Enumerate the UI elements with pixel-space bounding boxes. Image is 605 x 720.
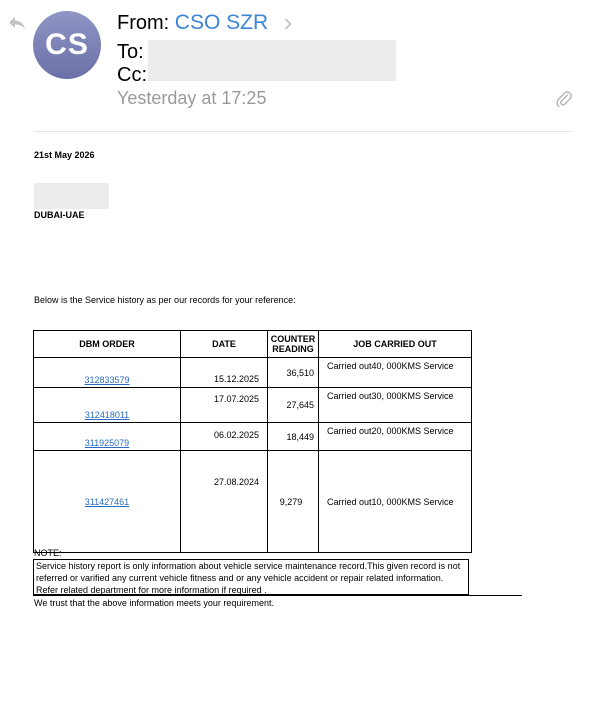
- order-cell: [34, 451, 181, 553]
- chevron-right-icon[interactable]: [284, 18, 292, 30]
- job-cell: Carried out40, 000KMS Service: [319, 358, 472, 388]
- order-cell: [34, 423, 181, 451]
- date-cell: 17.07.2025: [181, 388, 268, 423]
- order-cell: [34, 388, 181, 423]
- order-link[interactable]: 312418011: [84, 410, 130, 420]
- closing-text: We trust that the above information meets your requirement.: [34, 598, 274, 608]
- table-row: [34, 358, 472, 388]
- header-counter-reading: COUNTER READING: [268, 331, 319, 358]
- header-job-carried-out: JOB CARRIED OUT: [319, 331, 472, 358]
- note-label: NOTE:: [34, 548, 62, 558]
- letter-date: 21st May 2026: [34, 150, 95, 160]
- reply-icon[interactable]: [8, 16, 26, 30]
- date-cell: 15.12.2025: [181, 358, 268, 388]
- order-cell: [34, 358, 181, 388]
- date-cell: 27.08.2024: [181, 451, 268, 553]
- from-line: [117, 11, 292, 35]
- cc-label: Cc:: [117, 64, 147, 86]
- to-label: To:: [117, 41, 144, 63]
- table-header-row: [34, 331, 472, 358]
- table-row: [34, 388, 472, 423]
- order-link[interactable]: 311925079: [84, 438, 130, 448]
- note-divider: [33, 595, 522, 596]
- cc-line: [117, 64, 147, 87]
- order-link[interactable]: 311427461: [84, 496, 130, 507]
- date-cell: 06.02.2025: [181, 423, 268, 451]
- sender-avatar: CS: [33, 11, 101, 79]
- to-line: [117, 41, 144, 64]
- job-cell: Carried out30, 000KMS Service: [319, 388, 472, 423]
- header-divider: [34, 131, 572, 132]
- paperclip-icon[interactable]: [556, 90, 572, 108]
- header-dbm-order: DBM ORDER: [34, 331, 181, 358]
- letter-city: DUBAI-UAE: [34, 210, 85, 220]
- intro-text: Below is the Service history as per our records for your reference:: [34, 295, 296, 305]
- service-history-table: [33, 330, 472, 553]
- table-row: [34, 423, 472, 451]
- redacted-recipients: [148, 40, 396, 81]
- redacted-address: [34, 183, 109, 209]
- order-link[interactable]: 312833579: [84, 375, 130, 385]
- note-text: Service history report is only information about vehicle service maintenance record.This given record is not referred or varified any current vehicle fitness and or any vehicle accident or repair related information. Refer related department for more information if required .: [33, 559, 469, 595]
- header-date: DATE: [181, 331, 268, 358]
- counter-cell: 36,510: [268, 358, 319, 388]
- email-date: Yesterday at 17:25: [117, 88, 267, 108]
- counter-cell: 9,279: [268, 451, 319, 553]
- counter-cell: 27,645: [268, 388, 319, 423]
- job-cell: Carried out10, 000KMS Service: [319, 451, 472, 553]
- counter-cell: 18,449: [268, 423, 319, 451]
- sender-name[interactable]: CSO SZR: [174, 11, 269, 34]
- from-label: From:: [117, 12, 170, 34]
- table-row: [34, 451, 472, 553]
- job-cell: Carried out20, 000KMS Service: [319, 423, 472, 451]
